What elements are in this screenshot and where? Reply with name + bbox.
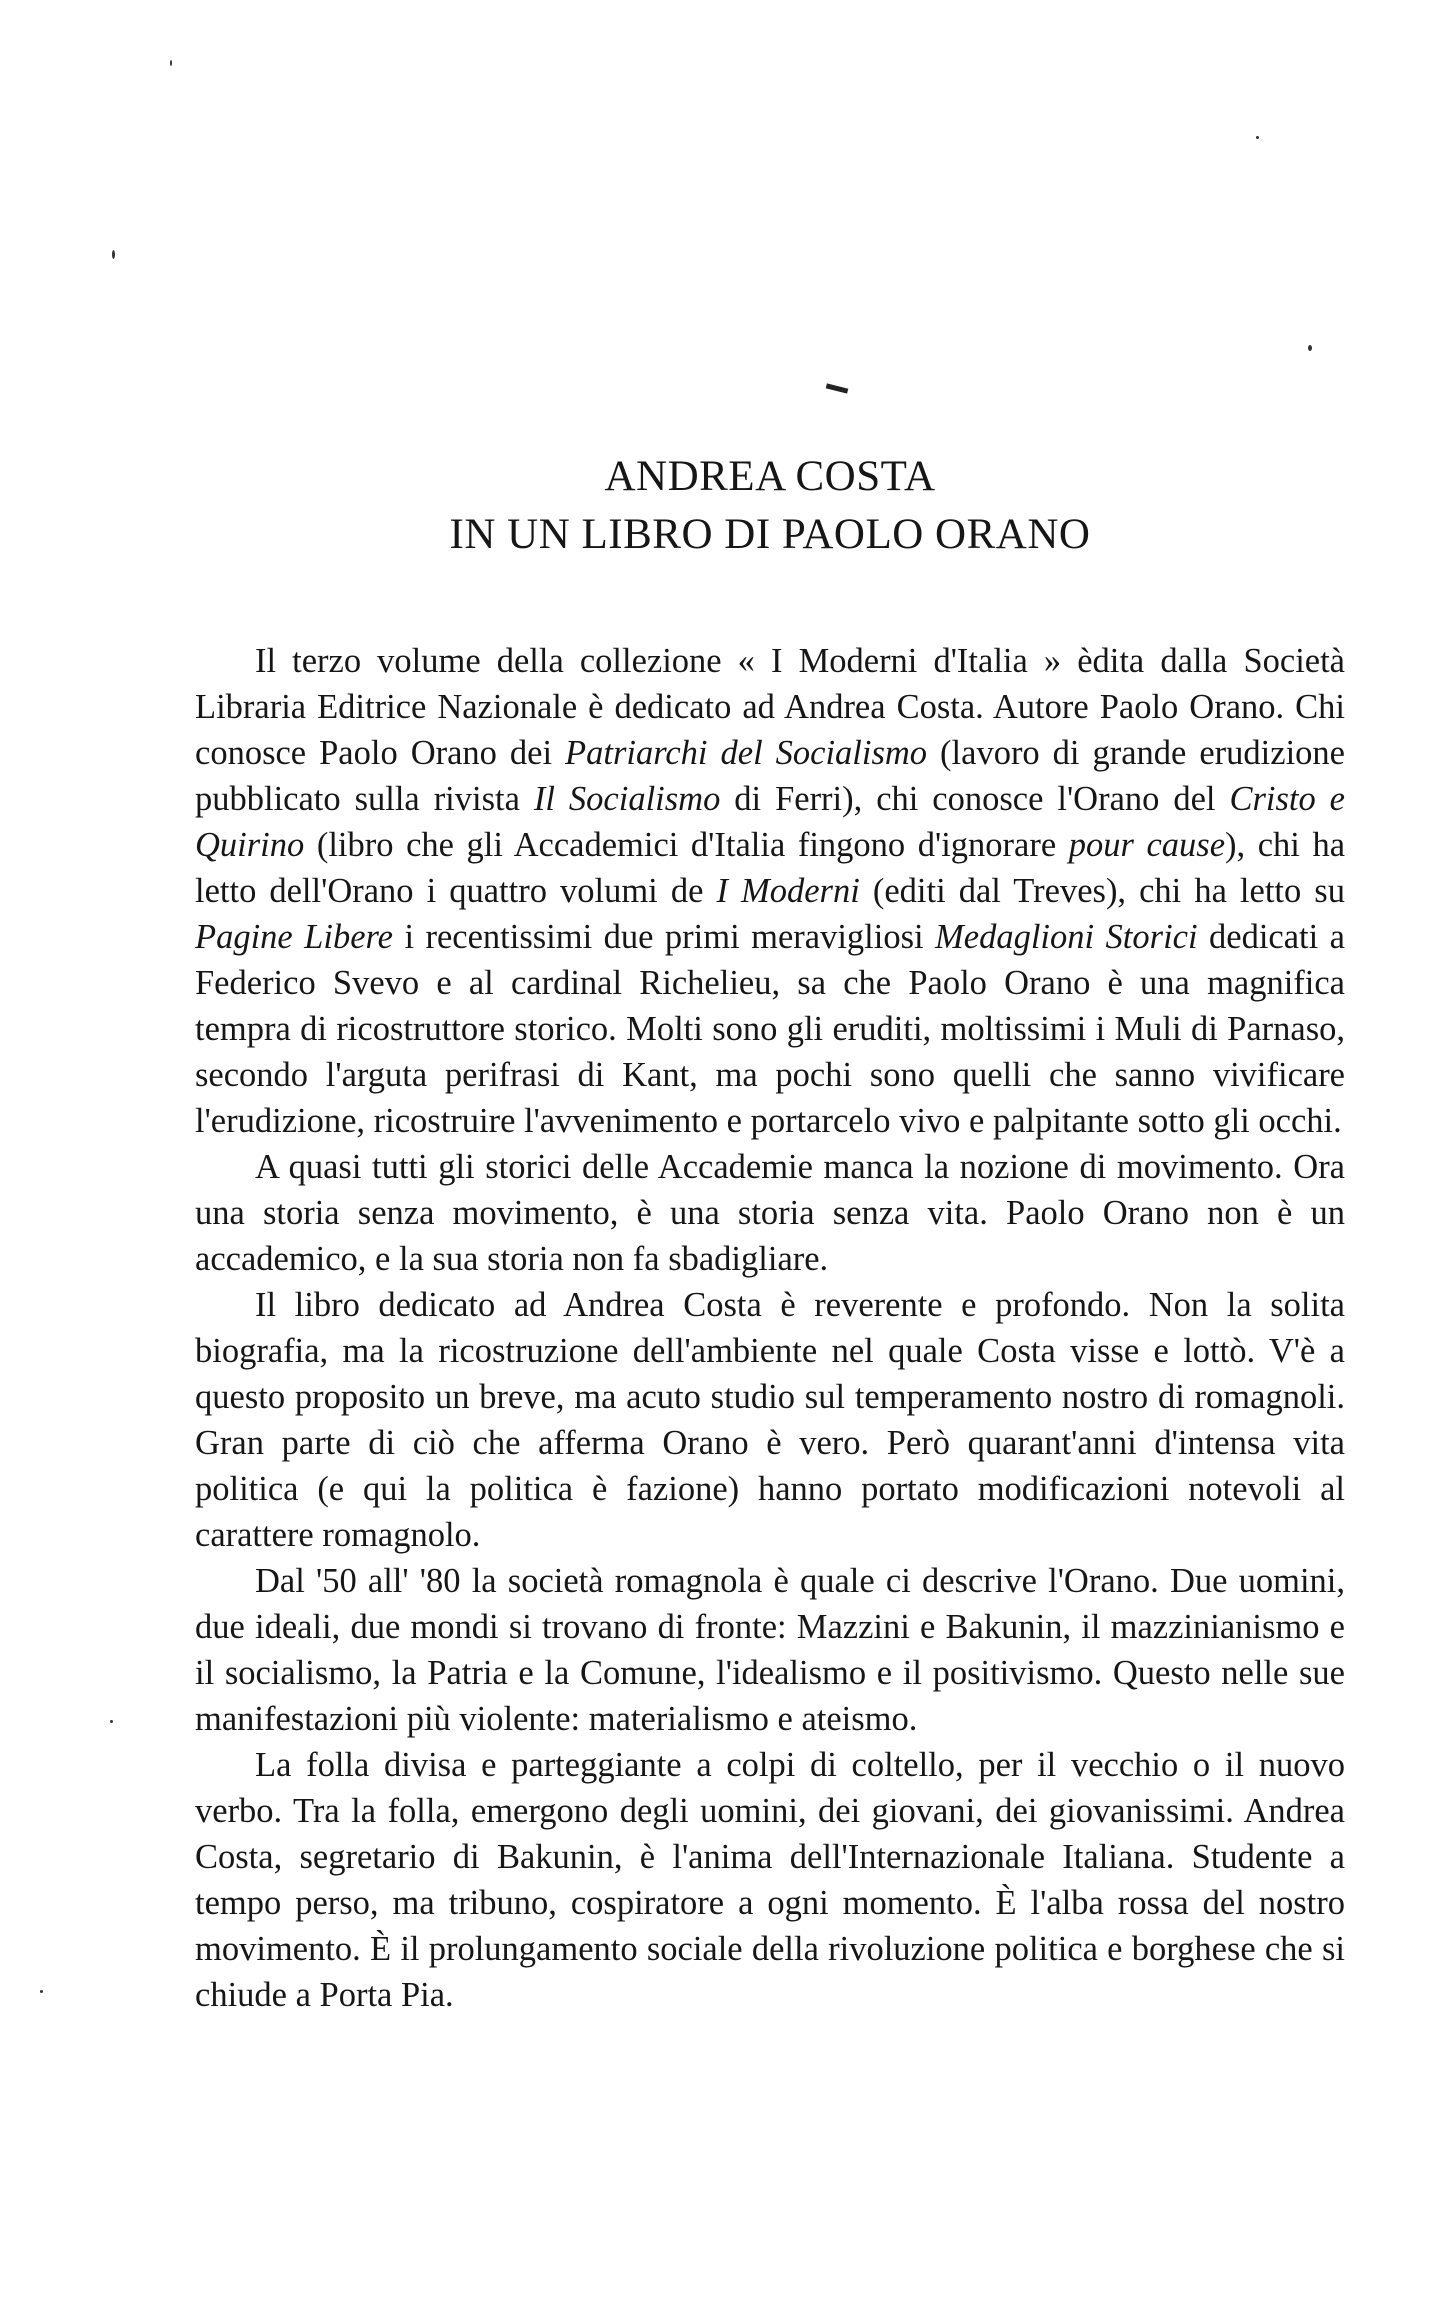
paragraph-2: A quasi tutti gli storici delle Accademie manca la nozione di movimento. Ora una storia senza movimento, è una storia senza vita. Paolo Orano non è un accademico, e la sua storia non fa sbadigliare. [195,1148,1345,1278]
paragraph-1-text: dedicati a Federico Svevo e al cardinal Richelieu, sa che Paolo Orano è una magnifica tempra di ricostruttore storico. Molti sono gli eruditi, moltissimi i Muli di Parnaso, secondo l'arguta perifrasi di Kant, ma pochi sono quelli che sanno vivificare l'erudizione, ricostruire l'avvenimento e portarcelo vivo e palpitante sotto gli occhi. [195,918,1345,1140]
paragraph-5: La folla divisa e parteggiante a colpi di coltello, per il vecchio o il nuovo verbo. Tra la folla, emergono degli uomini, dei giovani, dei giovanissimi. Andrea Costa, segretario di Bakunin, è l'anima dell'Internazionale Italiana. Studente a tempo perso, ma tribuno, cospiratore a ogni momento. È l'alba rossa del nostro movimento. È il prolungamento sociale della rivoluzione politica e borghese che si chiude a Porta Pia. [195,1746,1345,2014]
scan-speck [110,1720,113,1723]
paragraph-1-text: (libro che gli Accademici d'Italia fingono d'ignorare [304,826,1069,864]
scan-speck [170,60,172,66]
italic-title-i-moderni: I Moderni [716,872,860,910]
title-line-2: IN UN LIBRO DI PAOLO ORANO [449,511,1091,558]
paragraph-1-text: (editi dal Treves), chi ha letto su [859,872,1345,910]
italic-title-pagine-libere: Pagine Libere [195,918,393,956]
scan-speck [40,1990,43,1993]
paragraph-1-text: ), chi ha letto dell'Orano i quattro volumi de [195,826,1346,910]
article-title [195,448,1345,564]
paragraph-1-text: i recentissimi due primi meravigliosi [392,918,936,956]
paragraph-4: Dal '50 all' '80 la società romagnola è quale ci descrive l'Orano. Due uomini, due ideali, due mondi si trovano di fronte: Mazzini e Bakunin, il mazzinianismo e il socialismo, la Patria e la Comune, l'idealismo e il positivismo. Questo nelle sue manifestazioni più violente: materialismo e ateismo. [195,1562,1345,1738]
paragraph-1-text: di Ferri), chi conosce l'Orano del [720,780,1230,818]
paragraph-1-text: Il terzo volume della collezione « I Moderni d'Italia » èdita dalla Società Libraria Editrice Nazionale è dedicato ad Andrea Costa. Autore Paolo Orano. Chi conosce Paolo Orano dei [195,642,1345,772]
scan-speck [1308,345,1312,351]
paragraph-1-text: (lavoro di grande erudizione pubblicato sulla rivista [195,734,1345,818]
scan-speck [1256,136,1259,139]
italic-title-il-socialismo: Il Socialismo [533,780,721,818]
paragraph-1 [195,638,1345,1144]
paragraph-3: Il libro dedicato ad Andrea Costa è reverente e profondo. Non la solita biografia, ma la ricostruzione dell'ambiente nel quale Costa visse e lottò. V'è a questo proposito un breve, ma acuto studio sul temperamento nostro di romagnoli. Gran parte di ciò che afferma Orano è vero. Però quarant'anni d'intensa vita politica (e qui la politica è fazione) hanno portato modificazioni notevoli al carattere romagnolo. [195,1286,1345,1554]
title-line-1: ANDREA COSTA [604,453,936,500]
scan-mark [826,383,849,393]
italic-phrase-pour-cause: pour cause [1068,826,1226,864]
scan-speck [112,250,115,259]
italic-title-cristo-e-quirino: Cristo e Quirino [195,780,1345,864]
italic-title-patriarchi: Patriarchi del Socialismo [565,734,928,772]
article-body [195,638,1345,2018]
italic-title-medaglioni-storici: Medaglioni Storici [935,918,1198,956]
